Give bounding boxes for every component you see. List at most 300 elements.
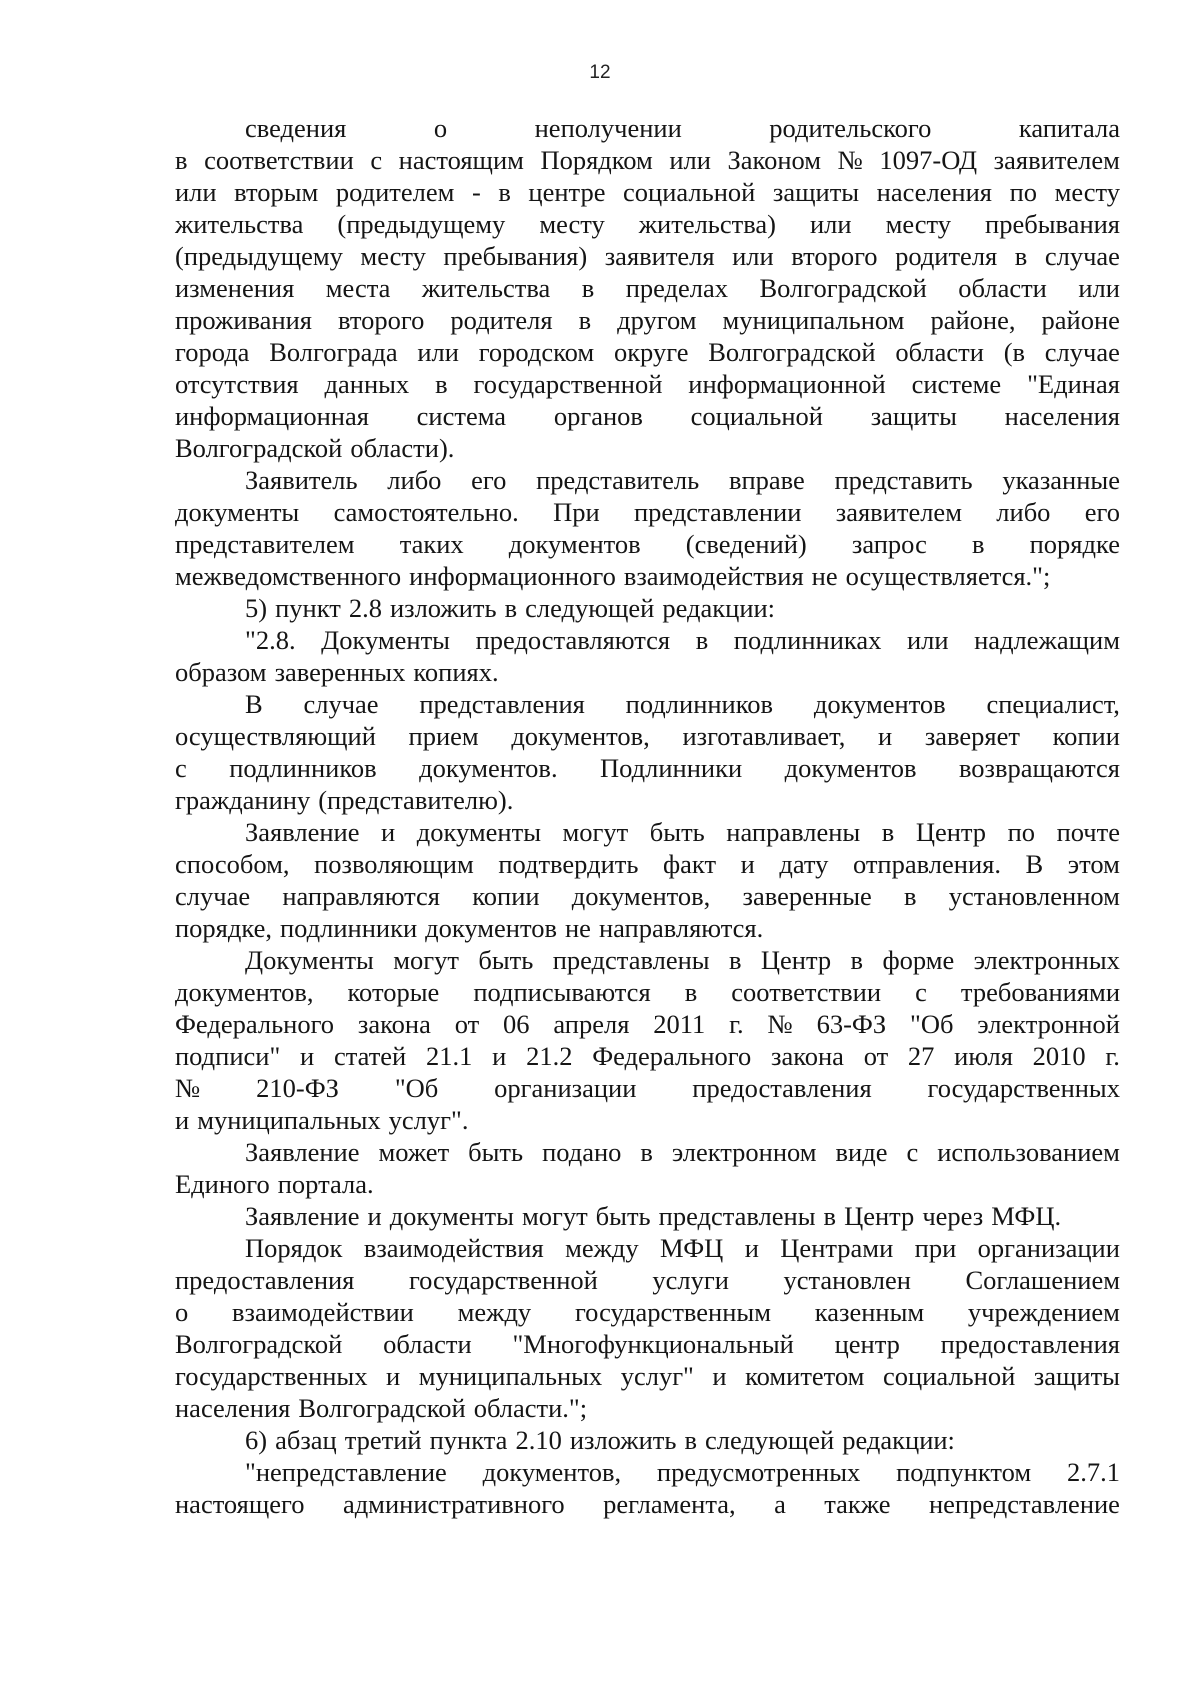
word: родительского (769, 113, 932, 143)
word: родителем (335, 177, 455, 207)
word: заверяет (924, 721, 1020, 751)
word: или (417, 337, 459, 367)
word: информационная (175, 401, 369, 431)
word: социальной (690, 401, 823, 431)
word: Центр (760, 945, 832, 975)
word: представить (834, 465, 973, 495)
text-line (175, 208, 1120, 240)
word: муниципальном (722, 305, 905, 335)
word: 27 (907, 1041, 935, 1071)
word: 1097-ОД (879, 145, 978, 175)
word: не (564, 913, 591, 943)
word: места (325, 273, 391, 303)
word: копии (1052, 721, 1120, 751)
word: осуществляющий (175, 721, 376, 751)
word: порядке, (175, 913, 272, 943)
word: государственной (473, 369, 663, 399)
word: 06 (503, 1009, 530, 1039)
word: (предыдущему (175, 241, 343, 271)
word: июля (954, 1041, 1013, 1071)
word: третий (344, 1425, 422, 1455)
word: электронной (977, 1009, 1120, 1039)
word: могут (562, 817, 629, 847)
word: центр (834, 1329, 900, 1359)
word: области (383, 1329, 472, 1359)
word: случае (1044, 337, 1120, 367)
word: форме (882, 945, 955, 975)
word: пункт (275, 593, 341, 623)
word: Центрами (780, 1233, 894, 1263)
word: представитель (536, 465, 700, 495)
word: 210-ФЗ (256, 1073, 339, 1103)
word: между (457, 1297, 532, 1327)
word: Заявление (245, 1201, 360, 1231)
word: данных (324, 369, 410, 399)
word: № (767, 1009, 793, 1039)
word: Порядок (245, 1233, 343, 1263)
word: документы (389, 1201, 514, 1231)
word: в (881, 817, 895, 847)
page-number: 12 (589, 62, 611, 83)
word: Волгоградской (298, 1393, 466, 1423)
word: и (744, 1233, 759, 1263)
word: "Об (394, 1073, 439, 1103)
word: быть (649, 817, 705, 847)
word: установлен (783, 1265, 911, 1295)
word: Порядком (540, 145, 653, 175)
word: Заявление (245, 817, 360, 847)
word: казенным (814, 1297, 925, 1327)
word: документов, (175, 977, 314, 1007)
word: установленном (948, 881, 1120, 911)
word: осуществляется."; (845, 561, 1051, 591)
word: предоставления (940, 1329, 1120, 1359)
word: Центр (844, 1201, 915, 1231)
word: месту (1054, 177, 1120, 207)
word: предоставления (175, 1265, 355, 1295)
word: отсутствия (175, 369, 299, 399)
word: 2011 (653, 1009, 706, 1039)
word: быть (478, 945, 534, 975)
word: вправе (728, 465, 805, 495)
word: подлинники (279, 913, 418, 943)
word: муниципальных (197, 1105, 381, 1135)
word: пределах (625, 273, 729, 303)
word: между (565, 1233, 639, 1263)
text-line (175, 784, 1120, 816)
word: подлинников (625, 689, 774, 719)
word: Волгоградской (708, 337, 876, 367)
word: неполучении (534, 113, 682, 143)
word: и (492, 1041, 507, 1071)
word: учреждением (967, 1297, 1120, 1327)
word: о (433, 113, 448, 143)
word: заявителем (993, 145, 1120, 175)
word: (сведений) (685, 529, 807, 559)
word: защиты (1033, 1361, 1120, 1391)
word: Документы (245, 945, 374, 975)
text-line (175, 624, 1120, 656)
word: по (1007, 817, 1036, 847)
word: (предыдущему (337, 209, 506, 239)
word: электронных (973, 945, 1120, 975)
word: документов, (571, 881, 711, 911)
word: услуг" (620, 1361, 694, 1391)
word: возвращаются (958, 753, 1120, 783)
word: МФЦ (660, 1233, 724, 1263)
word: или (732, 241, 774, 271)
word: запрос (851, 529, 927, 559)
word: его (471, 465, 507, 495)
word: или (906, 625, 949, 655)
word: документов. (419, 753, 558, 783)
word: Законом (727, 145, 822, 175)
word: родителя (450, 305, 553, 335)
word: в (498, 177, 511, 207)
word: в (504, 593, 518, 623)
word: в (1014, 241, 1028, 271)
word: факт (662, 849, 717, 879)
word: абзац (275, 1425, 337, 1455)
text-line (175, 944, 1120, 976)
word: подписи" (175, 1041, 281, 1071)
word: случае (1044, 241, 1120, 271)
text-line (175, 1456, 1120, 1488)
text-line (175, 496, 1120, 528)
word: гражданину (175, 785, 311, 815)
word: в (695, 625, 709, 655)
word: жительства (421, 273, 551, 303)
word: государственных (927, 1073, 1120, 1103)
word: случае (175, 881, 251, 911)
word: в (850, 945, 864, 975)
word: портала. (277, 1169, 374, 1199)
word: соответствии (731, 977, 882, 1007)
word: и (386, 1361, 401, 1391)
word: организации (494, 1073, 637, 1103)
word: проживания (175, 305, 312, 335)
word: заявителя (604, 241, 715, 271)
word: этом (1067, 849, 1120, 879)
word: жительства) (638, 209, 776, 239)
word: предоставляются (475, 625, 671, 655)
word: о (175, 1297, 189, 1327)
word: 2.10 (515, 1425, 562, 1455)
word: округе (613, 337, 689, 367)
word: Федерального (175, 1009, 335, 1039)
text-line (175, 1488, 1120, 1520)
word: закона (357, 1009, 431, 1039)
word: заверенные (742, 881, 872, 911)
word: информационной (688, 369, 886, 399)
word: и (175, 1105, 190, 1135)
word: использованием (937, 1137, 1120, 1167)
text-line (175, 368, 1120, 400)
word: следующей (525, 593, 655, 623)
text-line (175, 400, 1120, 432)
text-line (175, 1072, 1120, 1104)
word: закона (770, 1041, 844, 1071)
text-line (175, 304, 1120, 336)
word: в (581, 273, 595, 303)
word: районе (1041, 305, 1120, 335)
word: Заявитель (245, 465, 358, 495)
word: Центр (915, 817, 987, 847)
word: МФЦ. (991, 1201, 1062, 1231)
word: изготавливает, (682, 721, 846, 751)
word: от (454, 1009, 480, 1039)
word: второго (338, 305, 425, 335)
word: могут (393, 945, 459, 975)
word: "Об (910, 1009, 954, 1039)
word: либо (996, 497, 1051, 527)
word: специалист, (986, 689, 1120, 719)
word: подлинников (229, 753, 377, 783)
word: от (863, 1041, 889, 1071)
text-line (175, 176, 1120, 208)
text-line (175, 912, 1120, 944)
word: документов, (511, 721, 650, 751)
word: документов (813, 689, 946, 719)
word: вторым (234, 177, 319, 207)
word: сведения (245, 113, 347, 143)
word: не (811, 561, 838, 591)
word: услуги (652, 1265, 729, 1295)
word: редакции: (662, 593, 776, 623)
word: представлены (658, 1201, 816, 1231)
word: или (1078, 273, 1120, 303)
word: (представителю). (318, 785, 514, 815)
word: населения (1004, 401, 1120, 431)
word: соответствии (204, 145, 354, 175)
word: № (175, 1073, 201, 1103)
text-line (175, 720, 1120, 752)
word: направляются. (598, 913, 764, 943)
word: в (640, 1137, 653, 1167)
text-line (175, 848, 1120, 880)
word: "Единая (1027, 369, 1120, 399)
word: в (684, 1425, 697, 1455)
word: "непредставление (245, 1457, 447, 1487)
word: в (729, 945, 742, 975)
text-line (175, 560, 1120, 592)
word: месту (360, 241, 426, 271)
word: 2.8 (348, 593, 382, 623)
word: и (381, 817, 396, 847)
word: подано (542, 1137, 622, 1167)
word: копии (472, 881, 540, 911)
word: система (416, 401, 507, 431)
word: в (823, 1201, 837, 1231)
text-line (175, 1328, 1120, 1360)
word: области (958, 273, 1047, 303)
text-line (175, 1232, 1120, 1264)
text-line (175, 1424, 1120, 1456)
text-line (175, 592, 1120, 624)
text-line (175, 1264, 1120, 1296)
word: организации (977, 1233, 1120, 1263)
word: (в (1003, 337, 1026, 367)
word: другом (617, 305, 697, 335)
word: или (175, 177, 217, 207)
word: № (837, 145, 863, 175)
word: государственным (574, 1297, 771, 1327)
word: его (1084, 497, 1120, 527)
text-line (175, 688, 1120, 720)
word: следующей (704, 1425, 835, 1455)
word: быть (468, 1137, 524, 1167)
word: системе (911, 369, 1002, 399)
word: защиты (772, 177, 860, 207)
word: представлении (633, 497, 802, 527)
word: по (1009, 177, 1037, 207)
text-line (175, 656, 1120, 688)
word: в (684, 977, 698, 1007)
word: области). (350, 433, 455, 463)
text-line (175, 1008, 1120, 1040)
text-line (175, 240, 1120, 272)
word: пункта (429, 1425, 508, 1455)
word: Документы (321, 625, 450, 655)
word: муниципальных (418, 1361, 603, 1391)
word: виде (835, 1137, 888, 1167)
word: взаимодействия (363, 1233, 544, 1263)
word: 5) (245, 593, 268, 623)
text-line (175, 528, 1120, 560)
word: городском (478, 337, 595, 367)
text-line (175, 976, 1120, 1008)
word: настоящим (398, 145, 524, 175)
word: почте (1056, 817, 1120, 847)
word: предоставления (692, 1073, 872, 1103)
word: направлены (726, 817, 861, 847)
word: социальной (882, 1361, 1016, 1391)
word: таких (399, 529, 464, 559)
word: прием (408, 721, 479, 751)
word: Волгоградской (175, 1329, 343, 1359)
word: позволяющим (314, 849, 474, 879)
word: Волгоградской (175, 433, 343, 463)
word: с (906, 1137, 919, 1167)
text-line (175, 112, 1120, 144)
word: в (578, 305, 592, 335)
word: районе, (930, 305, 1016, 335)
word: либо (387, 465, 442, 495)
word: 6) (245, 1425, 268, 1455)
word: документов (508, 529, 641, 559)
word: с (175, 753, 187, 783)
word: Федерального (592, 1041, 752, 1071)
word: образом (175, 657, 267, 687)
word: редакции: (842, 1425, 955, 1455)
word: подписываются (473, 977, 651, 1007)
word: подпунктом (896, 1457, 1032, 1487)
word: г. (1105, 1041, 1120, 1071)
word: могут (521, 1201, 588, 1231)
word: государственной (408, 1265, 598, 1295)
word: предусмотренных (656, 1457, 861, 1487)
word: г. (729, 1009, 744, 1039)
word: подтвердить (498, 849, 639, 879)
word: и (712, 1361, 727, 1391)
word: отправления. (852, 849, 1001, 879)
word: населения (876, 177, 992, 207)
text-line (175, 464, 1120, 496)
word: "Многофункциональный (512, 1329, 794, 1359)
word: в (435, 369, 448, 399)
word: центре (528, 177, 606, 207)
word: административного (342, 1489, 565, 1519)
word: социальной (623, 177, 756, 207)
word: и (740, 849, 755, 879)
text-line (175, 144, 1120, 176)
word: настоящего (175, 1489, 305, 1519)
text-line (175, 1104, 1120, 1136)
word: города (175, 337, 250, 367)
text-line (175, 1136, 1120, 1168)
word: "2.8. (245, 625, 296, 655)
word: защиты (870, 401, 957, 431)
word: представлены (552, 945, 710, 975)
document-body (175, 112, 1120, 1520)
text-line (175, 752, 1120, 784)
word: документов (425, 913, 557, 943)
text-line (175, 272, 1120, 304)
word: регламента, (603, 1489, 736, 1519)
word: случае (303, 689, 379, 719)
word: при (914, 1233, 957, 1263)
word: которые (347, 977, 440, 1007)
word: или (810, 209, 852, 239)
word: 21.2 (526, 1041, 573, 1071)
word: изложить (569, 1425, 677, 1455)
text-line (175, 1296, 1120, 1328)
word: и (367, 1201, 382, 1231)
word: документов, (482, 1457, 622, 1487)
text-line (175, 816, 1120, 848)
word: услуг". (388, 1105, 469, 1135)
word: области (895, 337, 984, 367)
word: родителя (895, 241, 998, 271)
word: самостоятельно. (333, 497, 519, 527)
word: и (877, 721, 893, 751)
word: 63-ФЗ (816, 1009, 887, 1039)
word: жительства (175, 209, 304, 239)
word: в (175, 145, 188, 175)
word: надлежащим (974, 625, 1120, 655)
word: указанные (1002, 465, 1120, 495)
word: Единого (175, 1169, 270, 1199)
word: копиях. (413, 657, 499, 687)
word: быть (595, 1201, 651, 1231)
word: информационного (409, 561, 616, 591)
word: изменения (175, 273, 295, 303)
word: Подлинники (600, 753, 743, 783)
word: 2010 (1032, 1041, 1086, 1071)
word: с (915, 977, 927, 1007)
word: также (824, 1489, 891, 1519)
word: непредставление (928, 1489, 1120, 1519)
word: представления (419, 689, 585, 719)
word: статей (333, 1041, 407, 1071)
word: межведомственного (175, 561, 402, 591)
word: в (971, 529, 985, 559)
word: - (471, 177, 481, 207)
word: направляются (282, 881, 440, 911)
word: документов (784, 753, 917, 783)
word: дату (779, 849, 829, 879)
word: капитала (1018, 113, 1120, 143)
